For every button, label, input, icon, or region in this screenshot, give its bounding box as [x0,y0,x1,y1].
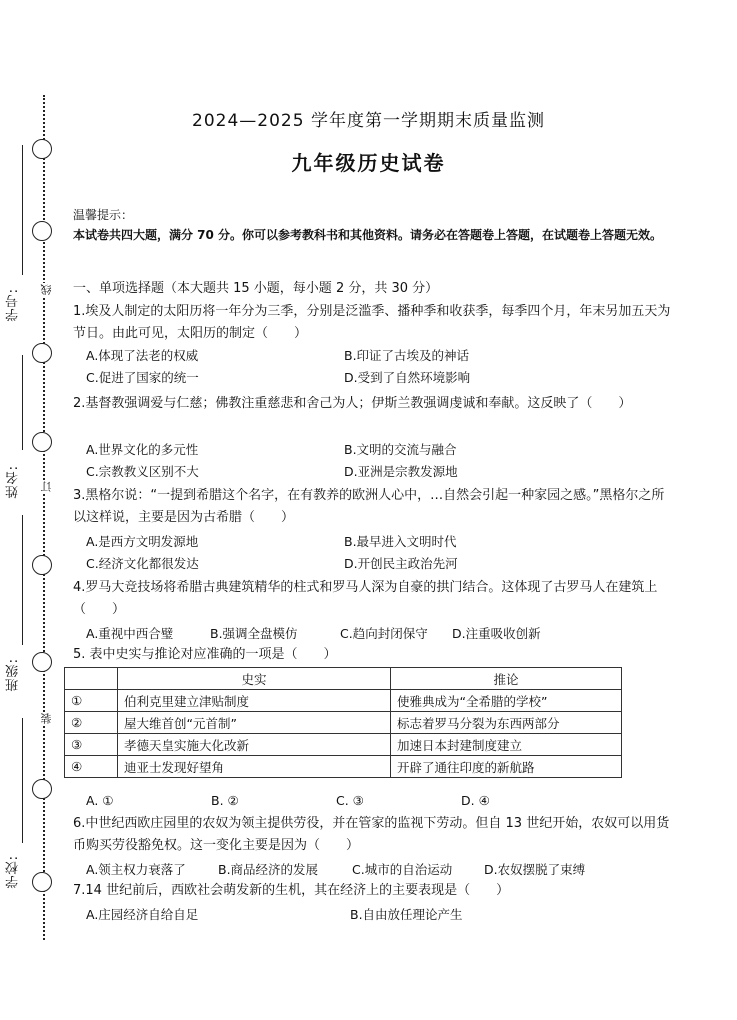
option: A.是西方文明发源地 [86,534,199,549]
option: B. ② [211,793,239,808]
notice [73,205,673,245]
binding-hole [32,343,52,363]
table-cell: 加速日本封建制度建立 [391,734,622,756]
exam-subtitle: 九年级历史试卷 [291,151,446,175]
option: D. ④ [461,793,490,808]
question-stem: 6.中世纪西欧庄园里的农奴为领主提供劳役，并在管家的监视下劳动。但自 13 世纪开始，农奴可以用货币购买劳役豁免权。这一变化主要是因为（ ） [73,816,670,853]
option: B.强调全盘模仿 [210,626,298,641]
table-cell: 标志着罗马分裂为东西两部分 [391,712,622,734]
school-label: 学校: [6,855,21,889]
question-stem: 7.14 世纪前后，西欧社会萌发新的生机，其在经济上的主要表现是（ ） [73,883,510,898]
table-row [65,734,622,756]
question-stem: 3.黑格尔说：“一提到希腊这个名字，在有教养的欧洲人心中，…自然会引起一种家园之感。”黑格尔之所以这样说，主要是因为古希腊（ ） [73,488,665,525]
option: B.自由放任理论产生 [350,907,463,922]
fill-line [22,355,23,450]
exam-title: 2024—2025 学年度第一学期期末质量监测 [192,111,545,131]
option: A.领主权力衰落了 [86,862,186,877]
options [86,860,676,878]
options [86,793,586,808]
question-stem: 2.基督教强调爱与仁慈；佛教注重慈悲和舍己为人；伊斯兰教强调虔诚和奉献。这反映了（ ） [73,396,632,411]
table-cell: ① [65,690,118,712]
table-cell: ③ [65,734,118,756]
option: B.商品经济的发展 [218,862,319,877]
table-cell: 伯利克里建立津贴制度 [118,690,391,712]
notice-body: 本试卷共四大题，满分 70 分。你可以参考教科书和其他资料。请务必在答题卷上答题，在试题卷上答题无效。 [73,228,663,242]
table-cell: ④ [65,756,118,778]
table-header-cell [65,668,118,690]
option: D.开创民主政治先河 [344,556,458,571]
option: A.世界文化的多元性 [86,442,199,457]
binding-hole [32,555,52,575]
table-row [65,712,622,734]
table-cell: 屋大维首创“元首制” [118,712,391,734]
option: B.最早进入文明时代 [344,534,457,549]
option: A.重视中西合璧 [86,626,174,641]
notice-heading: 温馨提示： [73,208,134,222]
table-row [65,690,622,712]
option: C.趋向封闭保守 [340,626,428,641]
option: C. ③ [336,793,364,808]
binding-hole [32,221,52,241]
table-header-row [65,668,622,690]
binding-hole [32,432,52,452]
option: C.经济文化都很发达 [86,556,199,571]
option: C.城市的自治运动 [352,862,453,877]
options [86,532,666,576]
table-cell: 迪亚士发现好望角 [118,756,391,778]
table-cell: 使雅典成为“全希腊的学校” [391,690,622,712]
table-cell: ② [65,712,118,734]
question-stem: 5. 表中史实与推论对应准确的一项是（ ） [73,647,337,662]
option: B.印证了古埃及的神话 [344,348,470,363]
options [86,905,666,927]
table-row [65,756,622,778]
fill-line [22,718,23,843]
option: D.受到了自然环境影响 [344,370,471,385]
option: D.亚洲是宗教发源地 [344,464,458,479]
option: B.文明的交流与融合 [344,442,457,457]
option: C.宗教教义区别不大 [86,464,199,479]
comparison-table [64,667,622,778]
question-stem: 1.埃及人制定的太阳历将一年分为三季，分别是泛滥季、播种季和收获季，每季四个月，年末另加五天为节日。由此可见，太阳历的制定（ ） [73,304,671,341]
table-header-cell: 史实 [118,668,391,690]
table-header-cell: 推论 [391,668,622,690]
name-label: 姓名: [6,465,21,499]
options [86,440,666,484]
binding-hole [32,779,52,799]
binding-hole [32,872,52,892]
option: D.农奴摆脱了束缚 [484,862,586,877]
cut-line-mark: 线 [40,284,53,295]
option: C.促进了国家的统一 [86,370,199,385]
binding-hole [32,652,52,672]
student-number-label: 学号: [6,288,21,322]
cut-line-mark: 装 [40,713,53,724]
section-heading: 一、单项选择题（本大题共 15 小题，每小题 2 分，共 30 分） [73,281,439,296]
option: A.庄园经济自给自足 [86,907,199,922]
option: A.体现了法老的权威 [86,348,199,363]
table-cell: 开辟了通往印度的新航路 [391,756,622,778]
options [86,624,676,642]
options [86,346,666,390]
option: D.注重吸收创新 [452,626,541,641]
table-cell: 孝德天皇实施大化改新 [118,734,391,756]
option: A. ① [86,793,114,808]
class-label: 班级: [6,658,21,692]
question-stem: 4.罗马大竞技场将希腊古典建筑精华的柱式和罗马人深为自豪的拱门结合。这体现了古罗马人在建筑上（ ） [73,580,658,617]
cut-line-mark: 订 [40,481,53,492]
fill-line [22,515,23,645]
